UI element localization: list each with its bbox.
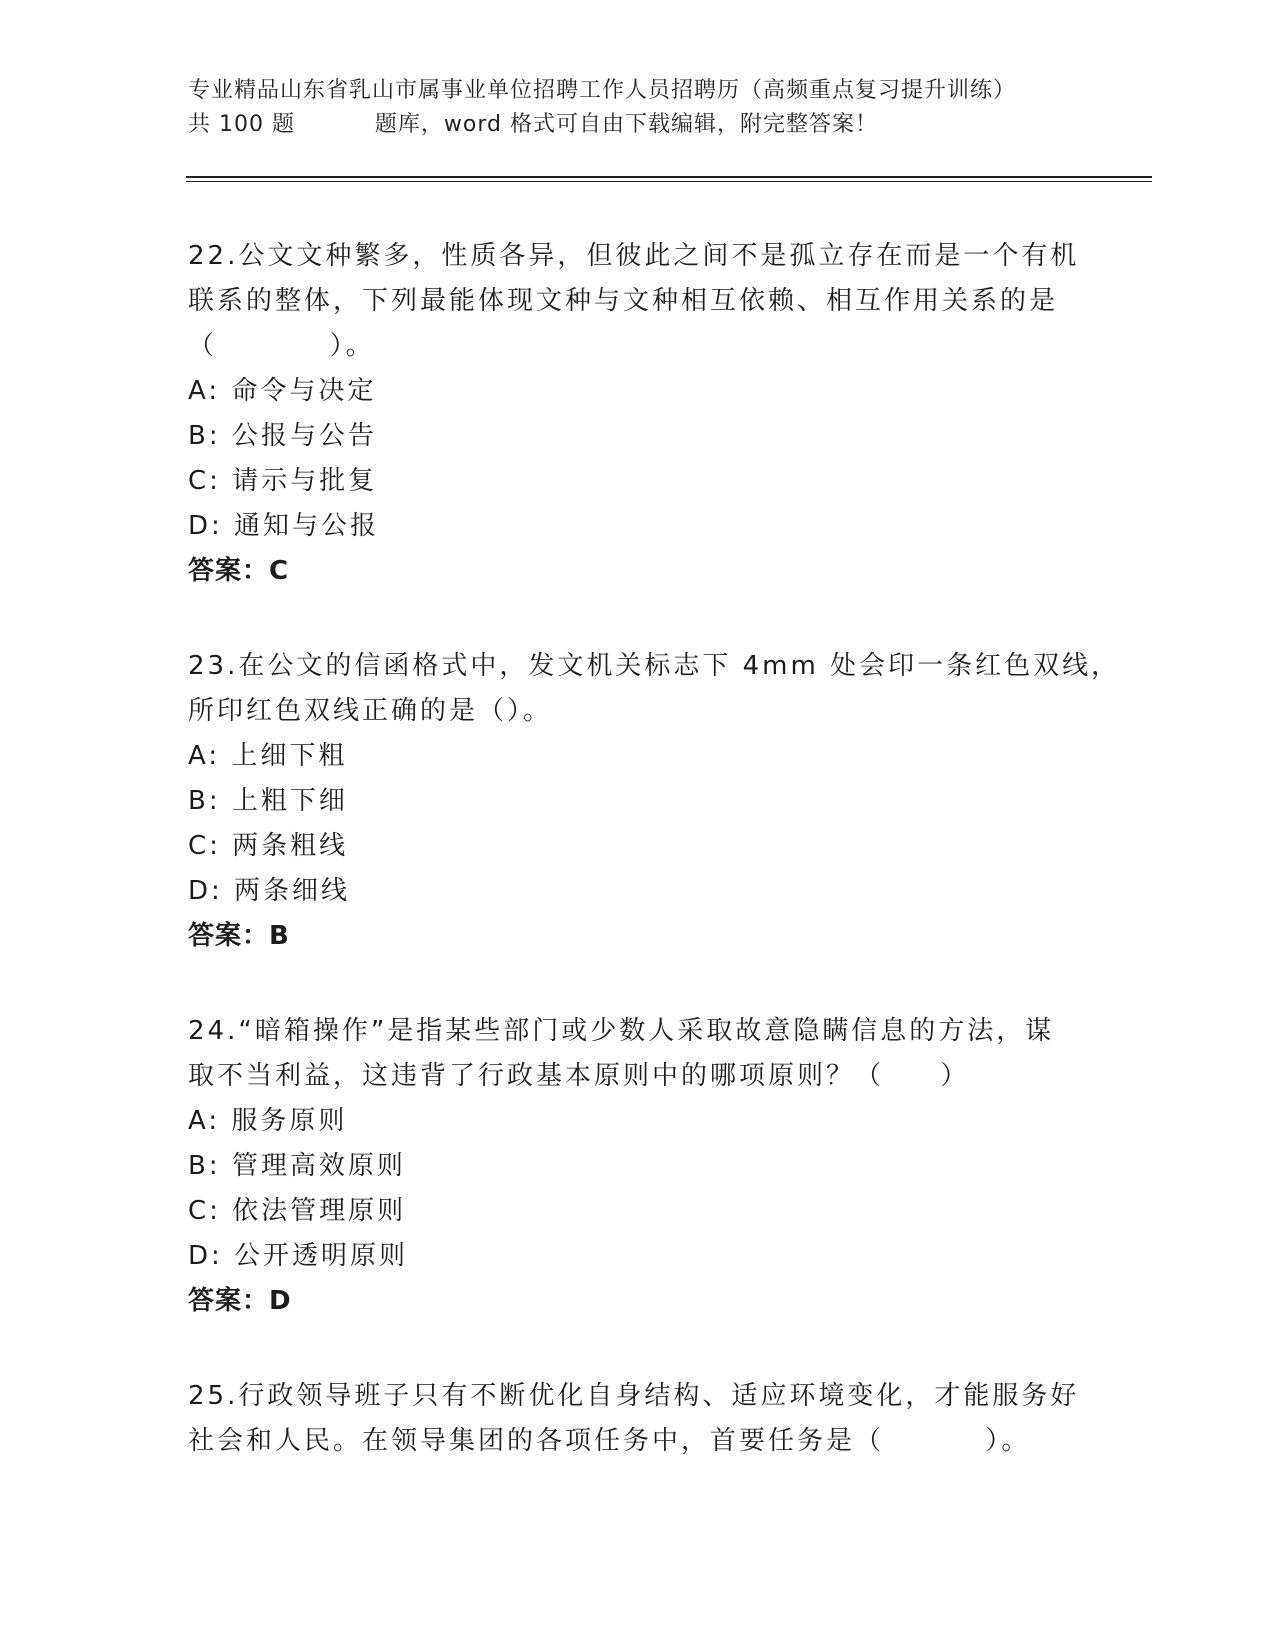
option-a: A: 命令与决定 bbox=[188, 376, 377, 406]
stem-line: 25.行政领导班子只有不断优化自身结构、适应环境变化，才能服务好 bbox=[188, 1381, 1080, 1411]
stem-line: 社会和人民。在领导集团的各项任务中，首要任务是（ ）。 bbox=[188, 1426, 1031, 1456]
answer-line: 答案：D bbox=[188, 1286, 292, 1316]
document-header bbox=[188, 74, 1088, 142]
option-d: D: 公开透明原则 bbox=[188, 1241, 409, 1271]
option-b: B: 管理高效原则 bbox=[188, 1151, 406, 1181]
option-d: D: 通知与公报 bbox=[188, 511, 380, 541]
header-subtitle-line: 共 100 题 题库，word 格式可自由下载编辑，附完整答案！ bbox=[188, 112, 878, 137]
question-stem bbox=[188, 644, 1121, 734]
stem-line: 联系的整体，下列最能体现文种与文种相互依赖、相互作用关系的是 bbox=[188, 286, 1059, 316]
option-c: C: 请示与批复 bbox=[188, 466, 378, 496]
stem-line: 23.在公文的信函格式中，发文机关标志下 4mm 处会印一条红色双线， bbox=[188, 651, 1121, 681]
answer-line: 答案：C bbox=[188, 556, 290, 586]
question-stem bbox=[188, 1009, 1088, 1099]
question-22 bbox=[188, 234, 1088, 594]
header-rule-thick bbox=[186, 176, 1152, 178]
header-rule-thin bbox=[186, 181, 1152, 182]
answer-line: 答案：B bbox=[188, 921, 290, 951]
stem-line: 所印红色双线正确的是（）。 bbox=[188, 696, 553, 726]
question-25 bbox=[188, 1374, 1088, 1464]
question-stem bbox=[188, 234, 1088, 369]
question-23 bbox=[188, 644, 1121, 959]
stem-line: 24.“暗箱操作”是指某些部门或少数人采取故意隐瞒信息的方法，谋 bbox=[188, 1016, 1055, 1046]
option-a: A: 服务原则 bbox=[188, 1106, 348, 1136]
option-d: D: 两条细线 bbox=[188, 876, 351, 906]
option-c: C: 依法管理原则 bbox=[188, 1196, 407, 1226]
option-a: A: 上细下粗 bbox=[188, 741, 348, 771]
option-b: B: 公报与公告 bbox=[188, 421, 377, 451]
option-b: B: 上粗下细 bbox=[188, 786, 348, 816]
question-stem bbox=[188, 1374, 1088, 1464]
stem-line: （ ）。 bbox=[188, 331, 375, 361]
option-c: C: 两条粗线 bbox=[188, 831, 349, 861]
stem-line: 22.公文文种繁多，性质各异，但彼此之间不是孤立存在而是一个有机 bbox=[188, 241, 1080, 271]
question-24 bbox=[188, 1009, 1088, 1324]
header-title-line: 专业精品山东省乳山市属事业单位招聘工作人员招聘历（高频重点复习提升训练） bbox=[188, 78, 1017, 103]
stem-line: 取不当利益，这违背了行政基本原则中的哪项原则？（ ） bbox=[188, 1061, 970, 1091]
